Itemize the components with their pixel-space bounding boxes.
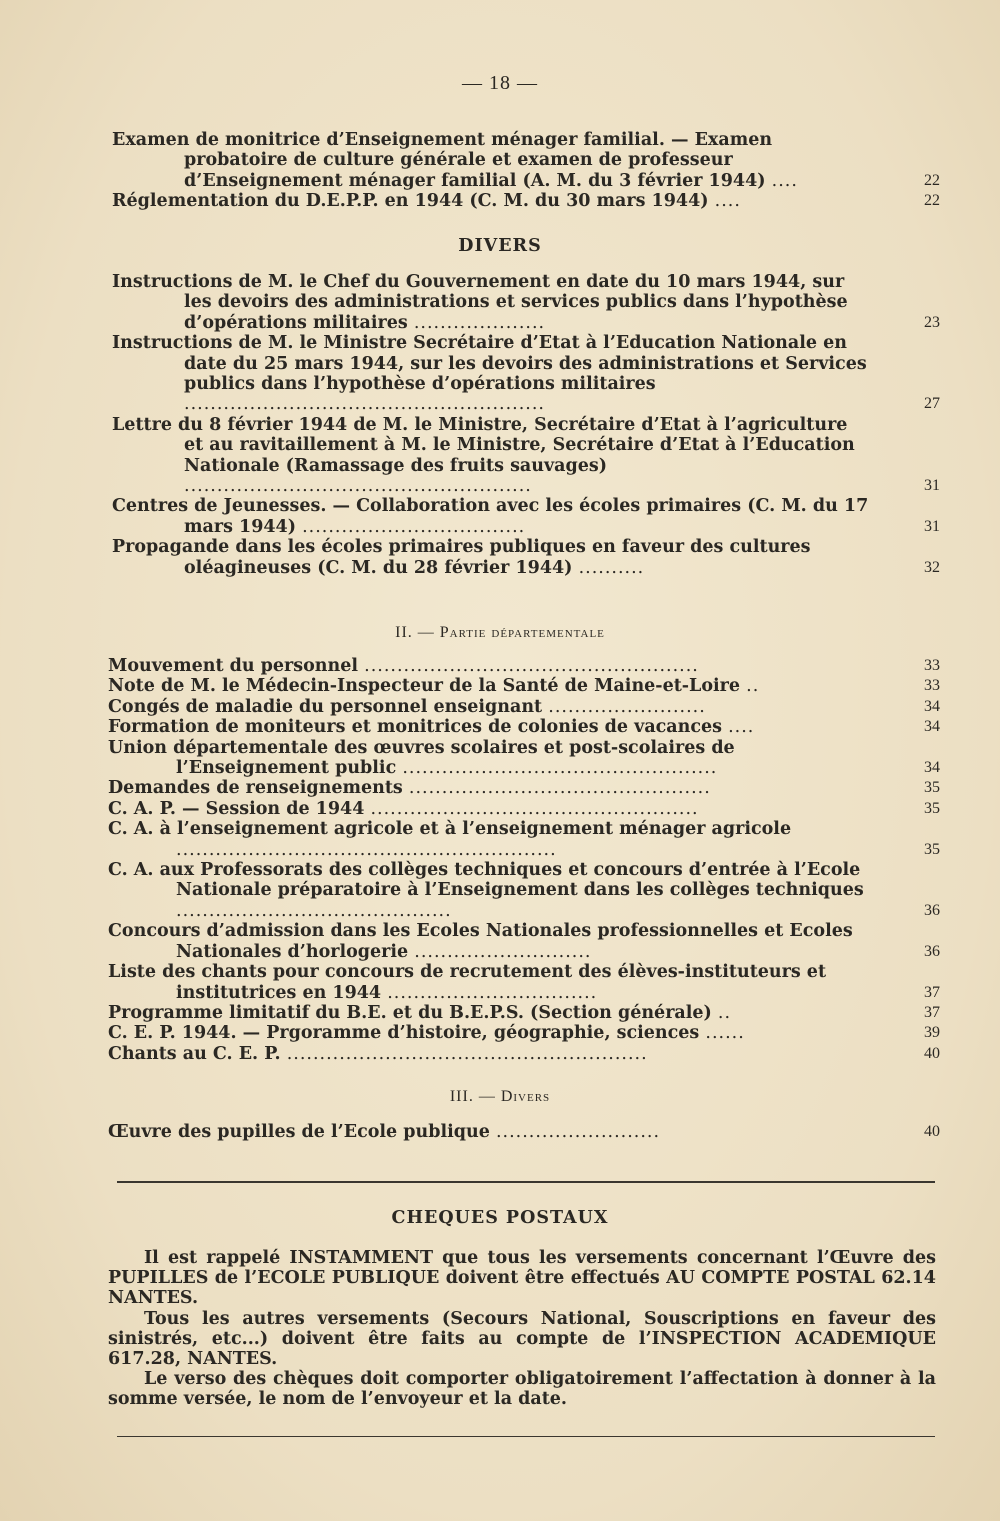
toc-entry (108, 717, 940, 737)
toc-entry-text: Instructions de M. le Ministre Secrétaire d’Etat à l’Education Nationale en date du 25 mars 1944, sur les devoirs des administrations et Services publics dans l’hypothèse d’opérations militaires (112, 333, 867, 395)
toc-entry-text: C. A. aux Professorats des collèges techniques et concours d’entrée à l’Ecole Nationale préparatoire à l’Enseignement dans les collèges techniques (108, 860, 864, 901)
toc-entry-page: 33 (924, 677, 940, 695)
toc-entry-text: Instructions de M. le Chef du Gouvernement en date du 10 mars 1944, sur les devoirs des administrations et services publics dans l’hypothèse d’opérations militaires (112, 272, 848, 333)
cheques-paragraph: Tous les autres versements (Secours National, Souscriptions en faveur des sinistrés, etc...) doivent être faits au compte de l’INSPECTION ACADEMIQUE 617.28, NANTES. (108, 1308, 936, 1370)
toc-entry-text: Demandes de renseignements (108, 778, 403, 799)
part2-heading (0, 624, 1000, 642)
toc-entry-page: 34 (924, 759, 940, 777)
toc-entry (108, 962, 940, 1003)
toc-entry-text: Propagande dans les écoles primaires publiques en faveur des cultures oléagineuses (C. M. du 28 février 1944) (112, 537, 811, 578)
toc-entry-leader: .... (728, 717, 755, 738)
toc-entry (108, 921, 940, 962)
toc-entry (112, 130, 940, 191)
toc-entry-leader: .. (717, 1002, 732, 1023)
toc-entry-text: C. E. P. 1944. — Prgoramme d’histoire, géographie, sciences (108, 1023, 700, 1044)
toc-entry-page: 35 (924, 799, 940, 817)
toc-entry (112, 191, 940, 211)
toc-entry-leader: ................................ (387, 982, 598, 1003)
toc-entry-text: Note de M. le Médecin-Inspecteur de la Santé de Maine-et-Loire (108, 676, 741, 697)
cheques-title: CHEQUES POSTAUX (391, 1208, 609, 1228)
part2-heading-title: Partie départementale (439, 624, 605, 641)
page-number: — 18 — (462, 72, 538, 94)
cheques-notice (108, 1248, 936, 1410)
toc-entry-page: 35 (924, 840, 940, 858)
toc-entry-text: Examen de monitrice d’Enseignement ménager familial. — Examen probatoire de culture générale et examen de professeur d’Enseignement ménager familial (A. M. du 3 février 1944) (112, 130, 773, 191)
toc-entry (112, 537, 940, 578)
toc-entry-page: 37 (924, 1003, 940, 1021)
toc-entry-leader: .... (771, 170, 798, 191)
toc-entry-text: Œuvre des pupilles de l’Ecole publique (108, 1122, 490, 1142)
toc-entry-leader: ................................................ (402, 758, 718, 779)
toc-entry-leader: ..................................................... (184, 476, 532, 497)
toc-entry-page: 37 (924, 983, 940, 1001)
toc-entry-leader: ........................... (414, 941, 592, 962)
toc-entry (112, 496, 940, 537)
toc-entry (108, 656, 940, 676)
part3-heading-title: Divers (500, 1088, 551, 1105)
toc-entry-leader: .................................................. (370, 798, 699, 819)
toc-entry (108, 1044, 940, 1064)
toc-entry-leader: .......................................................... (176, 839, 557, 860)
toc-entry-leader: .................... (413, 312, 546, 333)
toc-entry-text: C. A. P. — Session de 1944 (108, 798, 365, 819)
toc-entry-leader: .................................. (302, 516, 526, 537)
toc-entry-page: 40 (924, 1044, 940, 1062)
toc-entry-leader: ........................ (548, 696, 706, 717)
toc-entry-page: 22 (924, 171, 940, 189)
cheques-paragraph: Il est rappelé INSTAMMENT que tous les versements concernant l’Œuvre des PUPILLES de l’ECOLE PUBLIQUE doivent être effectués AU COMPTE POSTAL 62.14 NANTES. (108, 1248, 936, 1309)
toc-entry-leader: ....................................................... (286, 1043, 648, 1064)
toc-entry-leader: ...... (705, 1023, 745, 1044)
toc-entry-text: Lettre du 8 février 1944 de M. le Ministre, Secrétaire d’Etat à l’agriculture et au ravitaillement à M. le Ministre, Secrétaire d’Etat à l’Education Nationale (Ramassage des fruits sauvages) (112, 414, 855, 476)
part2-heading-number: II. — (395, 624, 435, 641)
toc-entry-page: 40 (924, 1123, 940, 1140)
toc-part3 (108, 1122, 940, 1142)
part3-heading (0, 1088, 1000, 1106)
toc-entry-leader: .... (714, 191, 741, 212)
toc-entry (108, 676, 940, 696)
toc-entry-text: Réglementation du D.E.P.P. en 1944 (C. M. du 30 mars 1944) (112, 191, 709, 212)
cheques-paragraph: Le verso des chèques doit comporter obligatoirement l’affectation à donner à la somme versée, le nom de l’envoyeur et la date. (108, 1369, 936, 1410)
toc-entry-leader: .......... (578, 557, 645, 578)
toc-entry-page: 31 (924, 477, 940, 495)
toc-divers (112, 272, 940, 578)
toc-entry (108, 697, 940, 717)
toc-entry (112, 272, 940, 333)
divers-heading: DIVERS (458, 236, 542, 256)
toc-entry (112, 333, 940, 415)
toc-entry (108, 1003, 940, 1023)
toc-entry-page: 34 (924, 718, 940, 736)
toc-entry-text: Union départementale des œuvres scolaires et post-scolaires de l’Enseignement public (108, 737, 735, 779)
toc-entry-text: Mouvement du personnel (108, 656, 359, 676)
toc-entry-page: 36 (924, 901, 940, 919)
toc-entry-page: 23 (924, 313, 940, 331)
toc-entry-page: 39 (924, 1024, 940, 1042)
toc-entry-leader: .............................................. (408, 778, 711, 799)
toc-entry-text: Liste des chants pour concours de recrutement des élèves-instituteurs et institutrices en 1944 (108, 962, 827, 1003)
toc-entry (112, 415, 940, 497)
toc-part2 (108, 656, 940, 1064)
toc-entry-text: Chants au C. E. P. (108, 1043, 281, 1064)
toc-entry (108, 799, 940, 819)
toc-entry-page: 34 (924, 697, 940, 715)
toc-entry (108, 1122, 940, 1142)
toc-entry-text: Congés de maladie du personnel enseignant (108, 696, 543, 717)
toc-entry-page: 33 (924, 657, 940, 674)
toc-entry (108, 778, 940, 798)
divider-rule (117, 1181, 935, 1183)
toc-entry (108, 1023, 940, 1043)
toc-entry-page: 31 (924, 517, 940, 535)
toc-entry-leader: ....................................................... (184, 394, 545, 415)
toc-entry (108, 860, 940, 921)
toc-entry-leader: .. (746, 676, 760, 697)
toc-section-1 (112, 130, 940, 212)
bottom-rule (117, 1436, 935, 1437)
toc-entry (108, 738, 940, 779)
toc-entry-leader: ................................................... (364, 656, 699, 676)
toc-entry-text: Concours d’admission dans les Ecoles Nationales professionnelles et Ecoles Nationales d’horlogerie (108, 921, 853, 962)
toc-entry-leader: .......................................... (176, 900, 452, 921)
toc-entry-text: Centres de Jeunesses. — Collaboration avec les écoles primaires (C. M. du 17 mars 1944) (112, 496, 869, 537)
toc-entry-page: 27 (924, 395, 940, 413)
toc-entry (108, 819, 940, 860)
toc-entry-page: 32 (924, 558, 940, 576)
part3-heading-number: III. — (449, 1088, 496, 1105)
toc-entry-page: 36 (924, 942, 940, 960)
toc-entry-page: 22 (924, 192, 940, 210)
toc-entry-text: Programme limitatif du B.E. et du B.E.P.S. (Section générale) (108, 1002, 712, 1023)
toc-entry-leader: ......................... (495, 1122, 661, 1142)
toc-entry-text: Formation de moniteurs et monitrices de colonies de vacances (108, 717, 723, 738)
toc-entry-page: 35 (924, 779, 940, 797)
toc-entry-text: C. A. à l’enseignement agricole et à l’enseignement ménager agricole (108, 819, 792, 840)
